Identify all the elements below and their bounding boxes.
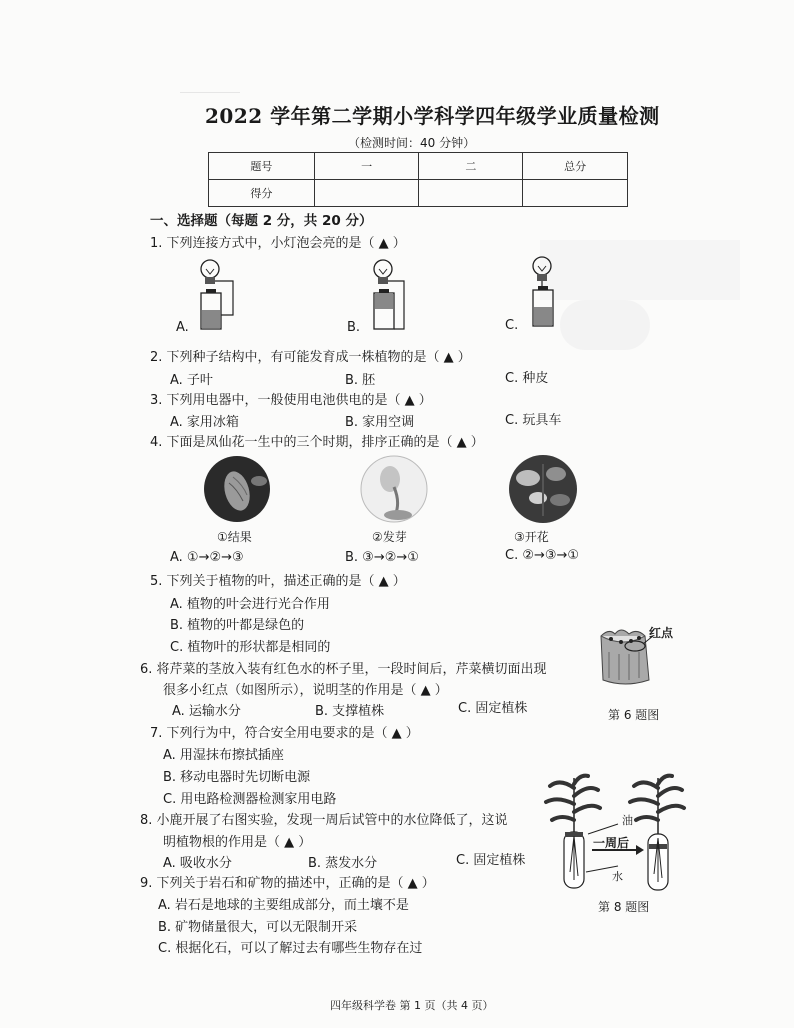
question-5: 5. 下列关于植物的叶，描述正确的是（ ▲ ） (150, 574, 406, 589)
bleed-through (540, 240, 740, 300)
question-6-cont: 很多小红点（如图所示），说明茎的作用是（ ▲ ） (163, 683, 448, 698)
oil-label: 油 (622, 814, 633, 827)
q6-option-c[interactable]: C. 固定植株 (458, 701, 528, 716)
q4-option-a[interactable]: A. ①→②→③ (170, 550, 244, 565)
circuit-b-diagram (368, 255, 413, 333)
stage-caption-1: ①结果 (217, 530, 252, 544)
stage-caption-2: ②发芽 (372, 530, 407, 544)
q5-option-a[interactable]: A. 植物的叶会进行光合作用 (170, 597, 330, 612)
figure-6-caption: 第 6 题图 (608, 708, 660, 722)
question-9: 9. 下列关于岩石和矿物的描述中，正确的是（ ▲ ） (140, 876, 435, 891)
q4-option-c[interactable]: C. ②→③→① (505, 548, 580, 563)
score-cell[interactable] (419, 180, 523, 207)
circuit-c-diagram (527, 252, 567, 330)
score-header-cell: 题号 (209, 153, 315, 180)
score-header-cell: 二 (419, 153, 523, 180)
q9-option-c[interactable]: C. 根据化石，可以了解过去有哪些生物存在过 (158, 941, 423, 956)
question-2: 2. 下列种子结构中，有可能发育成一株植物的是（ ▲ ） (150, 350, 471, 365)
q5-option-b[interactable]: B. 植物的叶都是绿色的 (170, 618, 305, 633)
question-3: 3. 下列用电器中，一般使用电池供电的是（ ▲ ） (150, 393, 432, 408)
score-cell[interactable] (314, 180, 419, 207)
q6-option-b[interactable]: B. 支撑植株 (315, 704, 385, 719)
q2-option-b[interactable]: B. 胚 (345, 373, 376, 388)
page-footer: 四年级科学卷 第 1 页（共 4 页） (330, 999, 494, 1012)
question-8-cont: 明植物根的作用是（ ▲ ） (163, 835, 312, 850)
question-8: 8. 小鹿开展了右图实验，发现一周后试管中的水位降低了，这说 (140, 813, 508, 828)
question-6: 6. 将芹菜的茎放入装有红色水的杯子里，一段时间后，芹菜横切面出现 (140, 662, 547, 677)
score-header-cell: 总分 (523, 153, 628, 180)
q1-option-c[interactable]: C. (505, 318, 519, 333)
q7-option-c[interactable]: C. 用电路检测器检测家用电路 (163, 792, 337, 807)
question-1: 1. 下列连接方式中，小灯泡会亮的是（ ▲ ） (150, 236, 406, 251)
page-title: 2022 学年第二学期小学科学四年级学业质量检测 (205, 104, 660, 128)
exam-duration: （检测时间：40 分钟） (348, 136, 476, 150)
question-4: 4. 下面是凤仙花一生中的三个时期，排序正确的是（ ▲ ） (150, 435, 484, 450)
fruiting-stage-photo (203, 455, 271, 523)
q3-option-c[interactable]: C. 玩具车 (505, 413, 562, 428)
q7-option-b[interactable]: B. 移动电器时先切断电源 (163, 770, 311, 785)
bleed-through (560, 300, 650, 350)
circuit-a-diagram (195, 255, 240, 330)
red-dot-label: 红点 (649, 626, 674, 640)
germination-stage-photo (360, 455, 428, 523)
q4-option-b[interactable]: B. ③→②→① (345, 550, 419, 565)
q8-option-c[interactable]: C. 固定植株 (456, 853, 526, 868)
q9-option-b[interactable]: B. 矿物储量很大，可以无限制开采 (158, 920, 358, 935)
score-header-cell: 一 (314, 153, 419, 180)
q1-option-b[interactable]: B. (347, 320, 361, 335)
q6-option-a[interactable]: A. 运输水分 (172, 704, 241, 719)
q3-option-b[interactable]: B. 家用空调 (345, 415, 415, 430)
figure-8-caption: 第 8 题图 (598, 900, 650, 914)
q2-option-c[interactable]: C. 种皮 (505, 371, 549, 386)
q5-option-c[interactable]: C. 植物叶的形状都是相同的 (170, 640, 331, 655)
question-7: 7. 下列行为中，符合安全用电要求的是（ ▲ ） (150, 726, 419, 741)
section-heading: 一、选择题（每题 2 分，共 20 分） (150, 213, 373, 229)
q1-option-a[interactable]: A. (176, 320, 189, 335)
q3-option-a[interactable]: A. 家用冰箱 (170, 415, 239, 430)
q8-option-b[interactable]: B. 蒸发水分 (308, 856, 378, 871)
score-table (208, 152, 628, 207)
water-label: 水 (612, 870, 623, 883)
q8-option-a[interactable]: A. 吸收水分 (163, 856, 232, 871)
q2-option-a[interactable]: A. 子叶 (170, 373, 213, 388)
q7-option-a[interactable]: A. 用湿抹布擦拭插座 (163, 748, 284, 763)
stage-caption-3: ③开花 (514, 530, 549, 544)
score-cell[interactable] (523, 180, 628, 207)
q9-option-a[interactable]: A. 岩石是地球的主要组成部分，而土壤不是 (158, 898, 409, 913)
one-week-later-label: 一周后 (593, 836, 630, 850)
score-row-label: 得分 (209, 180, 315, 207)
flowering-stage-photo (508, 454, 578, 524)
